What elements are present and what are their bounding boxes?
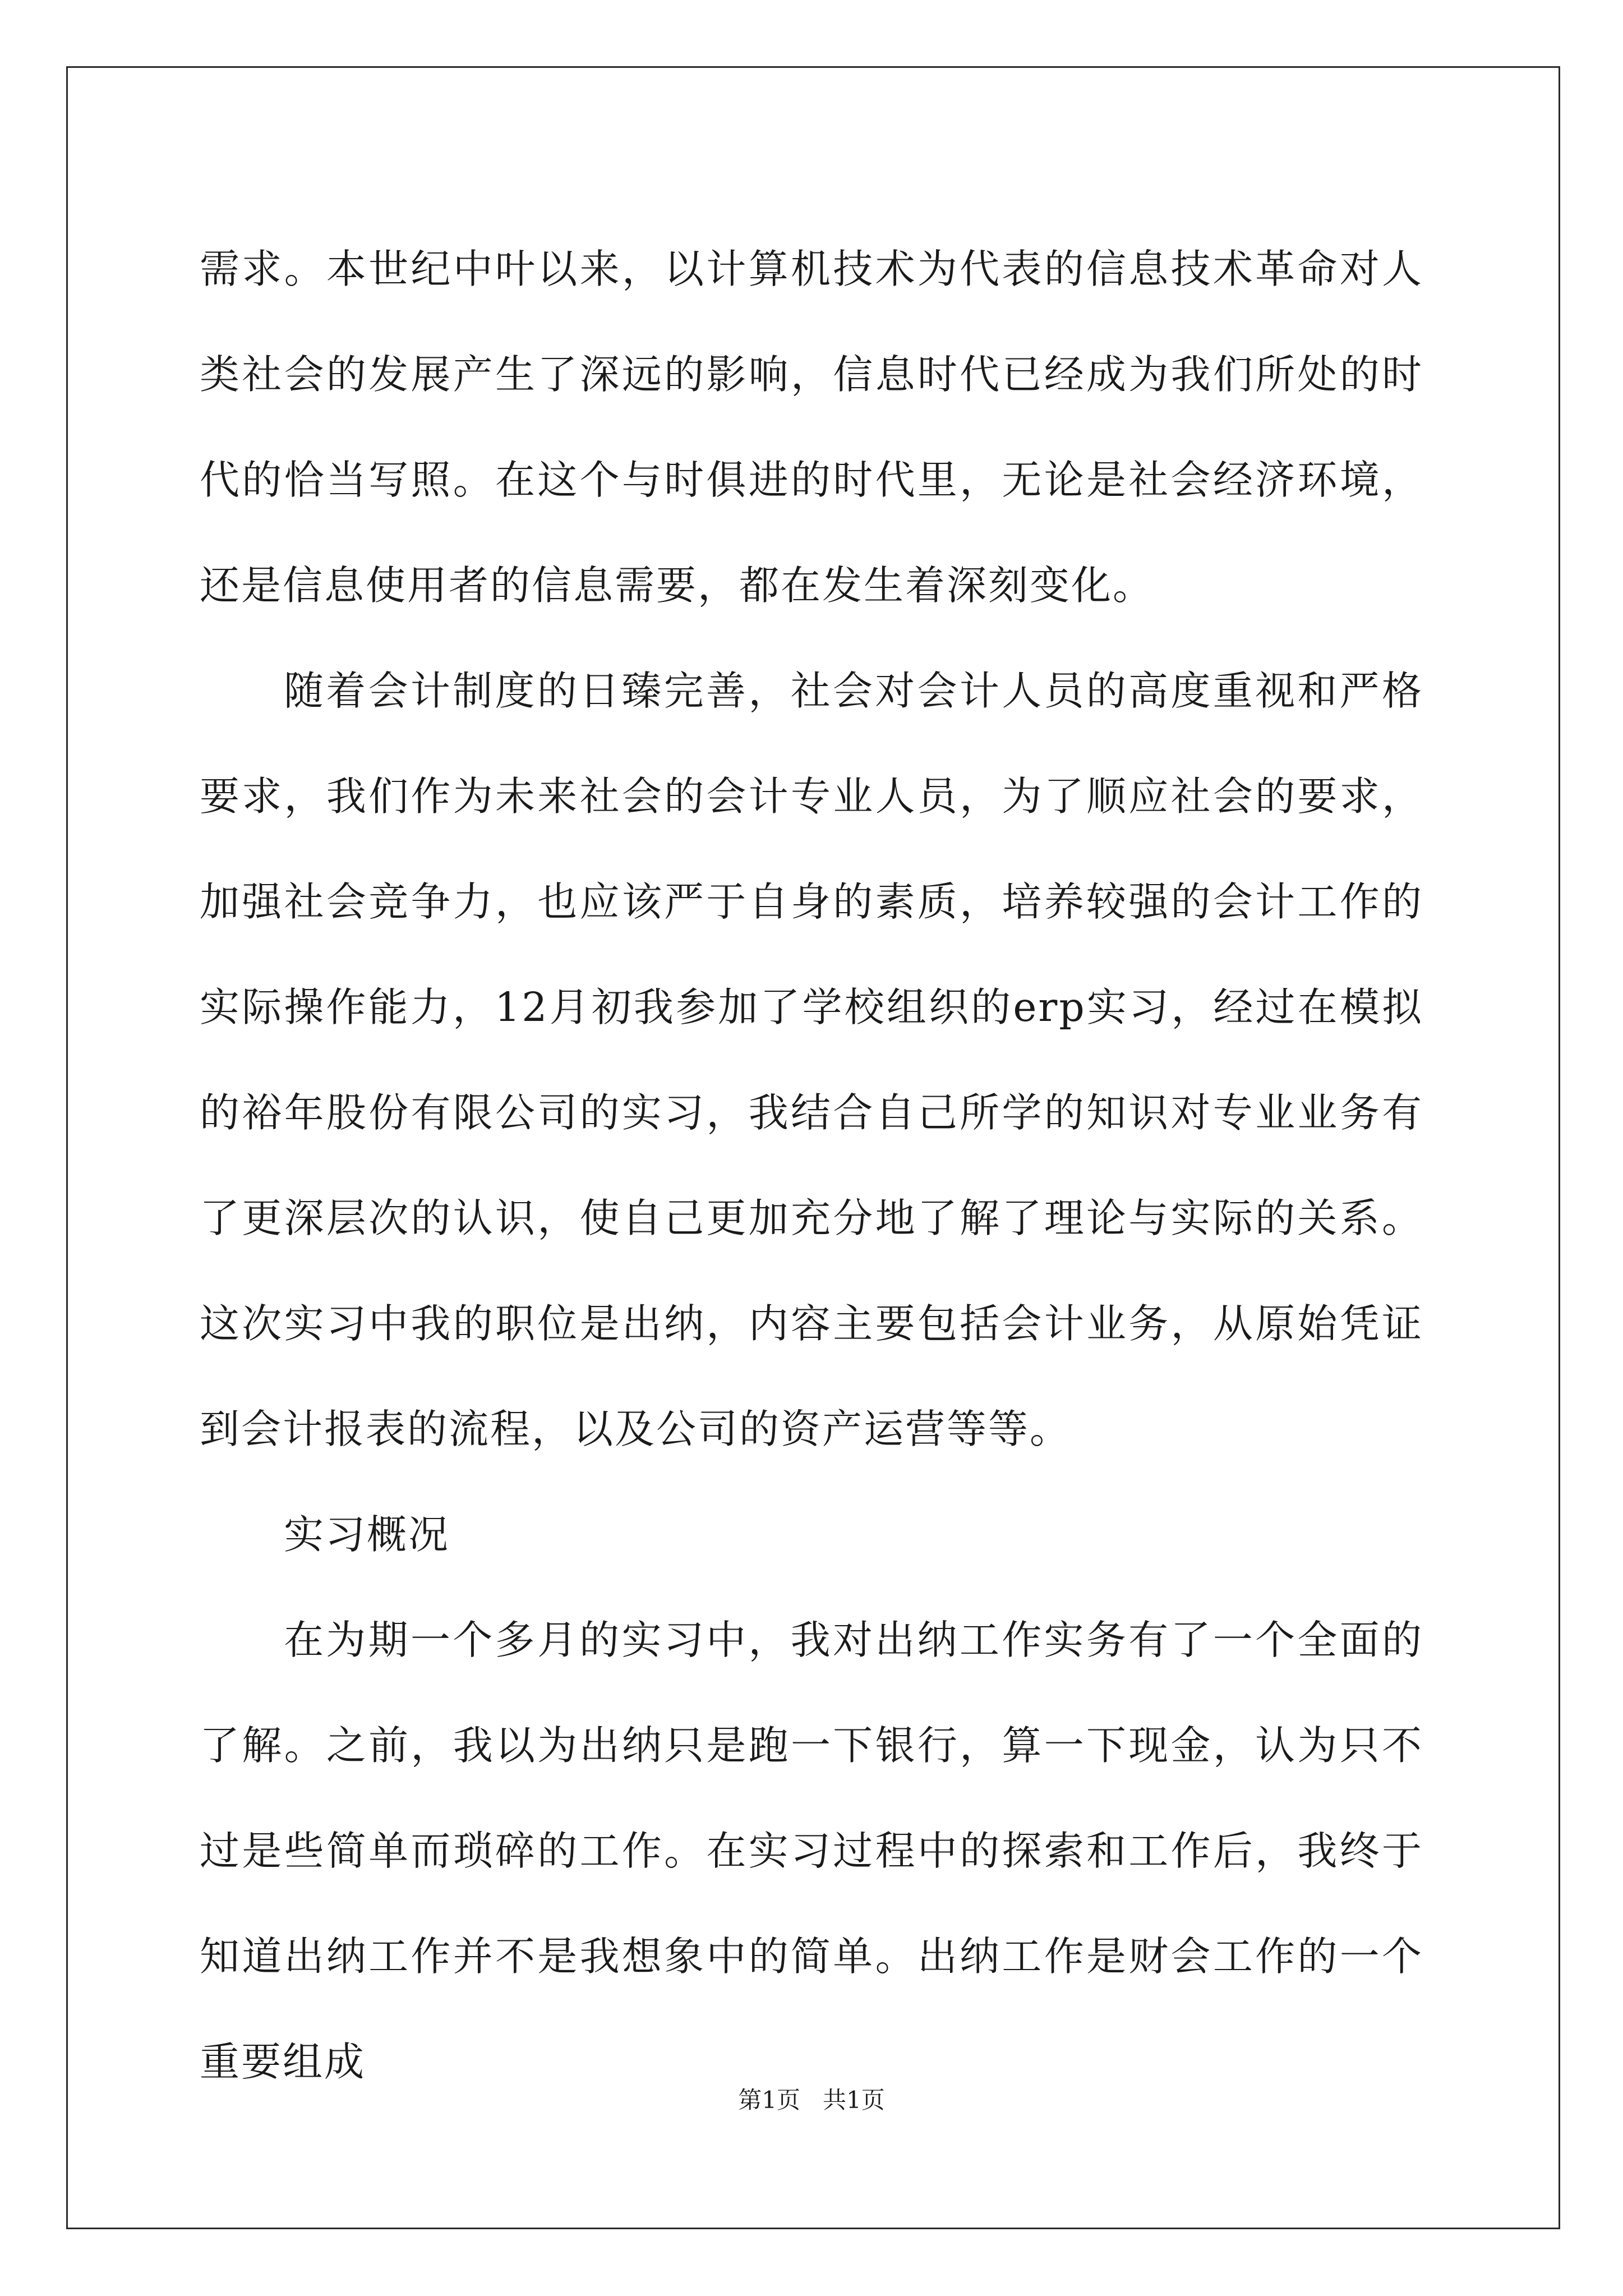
section-heading: 实习概况 [284,1511,450,1558]
document-body [200,217,1423,2115]
paragraph: 在为期一个多月的实习中，我对出纳工作实务有了一个全面的了解。之前，我以为出纳只是跑一下银行，算一下现金，认为只不过是些简单而琐碎的工作。在实习过程中的探索和工作后，我终于知道出纳工作并不是我想象中的简单。出纳工作是财会工作的一个重要组成 [200,1617,1423,2085]
page-footer [0,2086,1623,2114]
paragraph: 随着会计制度的日臻完善，社会对会计人员的高度重视和严格要求，我们作为未来社会的会计专业人员，为了顺应社会的要求，加强社会竞争力，也应该严于自身的素质，培养较强的会计工作的实际操作能力，12月初我参加了学校组织的erp实习，经过在模拟的裕年股份有限公司的实习，我结合自己所学的知识对专业业务有了更深层次的认识，使自己更加充分地了解了理论与实际的关系。这次实习中我的职位是出纳，内容主要包括会计业务，从原始凭证到会计报表的流程，以及公司的资产运营等等。 [200,668,1423,1452]
page-number: 第1页 共1页 [738,2086,885,2114]
paragraph: 需求。本世纪中叶以来，以计算机技术为代表的信息技术革命对人类社会的发展产生了深远的影响，信息时代已经成为我们所处的时代的恰当写照。在这个与时俱进的时代里，无论是社会经济环境，还是信息使用者的信息需要，都在发生着深刻变化。 [200,246,1423,609]
